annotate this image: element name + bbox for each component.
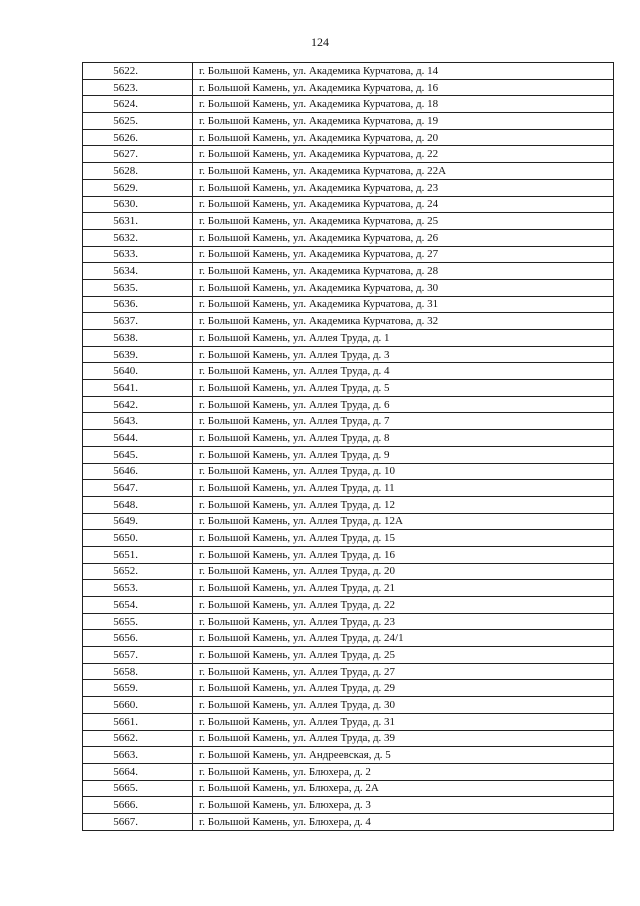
table-row bbox=[83, 330, 614, 347]
row-number: 5652. bbox=[83, 563, 193, 580]
row-number: 5659. bbox=[83, 680, 193, 697]
table-row bbox=[83, 530, 614, 547]
row-address: г. Большой Камень, ул. Андреевская, д. 5 bbox=[193, 747, 614, 764]
row-number: 5643. bbox=[83, 413, 193, 430]
row-address: г. Большой Камень, ул. Аллея Труда, д. 1 bbox=[193, 330, 614, 347]
row-address: г. Большой Камень, ул. Академика Курчатова, д. 32 bbox=[193, 313, 614, 330]
table-row bbox=[83, 296, 614, 313]
row-number: 5627. bbox=[83, 146, 193, 163]
table-row bbox=[83, 279, 614, 296]
row-address: г. Большой Камень, ул. Академика Курчатова, д. 14 bbox=[193, 63, 614, 80]
row-number: 5640. bbox=[83, 363, 193, 380]
row-address: г. Большой Камень, ул. Аллея Труда, д. 5 bbox=[193, 380, 614, 397]
table-row bbox=[83, 246, 614, 263]
table-row bbox=[83, 563, 614, 580]
row-address: г. Большой Камень, ул. Академика Курчатова, д. 19 bbox=[193, 113, 614, 130]
table-row bbox=[83, 396, 614, 413]
row-address: г. Большой Камень, ул. Блюхера, д. 4 bbox=[193, 813, 614, 830]
row-address: г. Большой Камень, ул. Академика Курчатова, д. 16 bbox=[193, 79, 614, 96]
table-row bbox=[83, 463, 614, 480]
row-number: 5638. bbox=[83, 330, 193, 347]
table-row bbox=[83, 747, 614, 764]
row-number: 5629. bbox=[83, 179, 193, 196]
row-address: г. Большой Камень, ул. Аллея Труда, д. 4 bbox=[193, 363, 614, 380]
row-address: г. Большой Камень, ул. Аллея Труда, д. 8 bbox=[193, 430, 614, 447]
row-number: 5625. bbox=[83, 113, 193, 130]
row-number: 5641. bbox=[83, 380, 193, 397]
row-number: 5628. bbox=[83, 163, 193, 180]
row-number: 5666. bbox=[83, 797, 193, 814]
row-number: 5657. bbox=[83, 647, 193, 664]
page-number: 124 bbox=[311, 35, 329, 49]
table-row bbox=[83, 163, 614, 180]
row-address: г. Большой Камень, ул. Аллея Труда, д. 25 bbox=[193, 647, 614, 664]
row-number: 5636. bbox=[83, 296, 193, 313]
table-row bbox=[83, 647, 614, 664]
row-number: 5654. bbox=[83, 597, 193, 614]
row-number: 5634. bbox=[83, 263, 193, 280]
table-row bbox=[83, 597, 614, 614]
row-address: г. Большой Камень, ул. Аллея Труда, д. 39 bbox=[193, 730, 614, 747]
table-row bbox=[83, 63, 614, 80]
row-address: г. Большой Камень, ул. Аллея Труда, д. 22 bbox=[193, 597, 614, 614]
row-address: г. Большой Камень, ул. Академика Курчатова, д. 23 bbox=[193, 179, 614, 196]
table-row bbox=[83, 363, 614, 380]
row-address: г. Большой Камень, ул. Аллея Труда, д. 29 bbox=[193, 680, 614, 697]
table-row bbox=[83, 313, 614, 330]
row-address: г. Большой Камень, ул. Аллея Труда, д. 11 bbox=[193, 480, 614, 497]
table-row bbox=[83, 730, 614, 747]
row-number: 5656. bbox=[83, 630, 193, 647]
row-number: 5623. bbox=[83, 79, 193, 96]
table-row bbox=[83, 546, 614, 563]
row-address: г. Большой Камень, ул. Академика Курчатова, д. 24 bbox=[193, 196, 614, 213]
row-number: 5631. bbox=[83, 213, 193, 230]
row-address: г. Большой Камень, ул. Аллея Труда, д. 24/1 bbox=[193, 630, 614, 647]
row-number: 5626. bbox=[83, 129, 193, 146]
table-row bbox=[83, 380, 614, 397]
row-number: 5637. bbox=[83, 313, 193, 330]
row-number: 5660. bbox=[83, 697, 193, 714]
row-number: 5653. bbox=[83, 580, 193, 597]
row-number: 5662. bbox=[83, 730, 193, 747]
table-row bbox=[83, 697, 614, 714]
row-address: г. Большой Камень, ул. Аллея Труда, д. 9 bbox=[193, 446, 614, 463]
row-address: г. Большой Камень, ул. Академика Курчатова, д. 26 bbox=[193, 229, 614, 246]
row-number: 5635. bbox=[83, 279, 193, 296]
row-address: г. Большой Камень, ул. Аллея Труда, д. 7 bbox=[193, 413, 614, 430]
table-row bbox=[83, 146, 614, 163]
table-row bbox=[83, 613, 614, 630]
row-address: г. Большой Камень, ул. Аллея Труда, д. 3 bbox=[193, 346, 614, 363]
row-address: г. Большой Камень, ул. Аллея Труда, д. 27 bbox=[193, 663, 614, 680]
row-number: 5663. bbox=[83, 747, 193, 764]
table-row bbox=[83, 480, 614, 497]
row-address: г. Большой Камень, ул. Аллея Труда, д. 10 bbox=[193, 463, 614, 480]
row-address: г. Большой Камень, ул. Академика Курчатова, д. 25 bbox=[193, 213, 614, 230]
row-address: г. Большой Камень, ул. Академика Курчатова, д. 31 bbox=[193, 296, 614, 313]
row-address: г. Большой Камень, ул. Аллея Труда, д. 20 bbox=[193, 563, 614, 580]
row-number: 5661. bbox=[83, 713, 193, 730]
table-row bbox=[83, 129, 614, 146]
row-number: 5624. bbox=[83, 96, 193, 113]
table-row bbox=[83, 229, 614, 246]
address-table bbox=[82, 62, 614, 831]
table-row bbox=[83, 713, 614, 730]
table-row bbox=[83, 263, 614, 280]
row-address: г. Большой Камень, ул. Академика Курчатова, д. 22 bbox=[193, 146, 614, 163]
row-address: г. Большой Камень, ул. Блюхера, д. 2А bbox=[193, 780, 614, 797]
row-number: 5664. bbox=[83, 763, 193, 780]
row-number: 5648. bbox=[83, 496, 193, 513]
row-address: г. Большой Камень, ул. Академика Курчатова, д. 18 bbox=[193, 96, 614, 113]
row-number: 5632. bbox=[83, 229, 193, 246]
table-row bbox=[83, 513, 614, 530]
row-number: 5645. bbox=[83, 446, 193, 463]
row-address: г. Большой Камень, ул. Блюхера, д. 3 bbox=[193, 797, 614, 814]
table-row bbox=[83, 780, 614, 797]
table-row bbox=[83, 680, 614, 697]
row-number: 5649. bbox=[83, 513, 193, 530]
row-address: г. Большой Камень, ул. Академика Курчатова, д. 28 bbox=[193, 263, 614, 280]
row-number: 5633. bbox=[83, 246, 193, 263]
row-number: 5630. bbox=[83, 196, 193, 213]
table-row bbox=[83, 813, 614, 830]
table-row bbox=[83, 79, 614, 96]
table-row bbox=[83, 446, 614, 463]
row-address: г. Большой Камень, ул. Аллея Труда, д. 12А bbox=[193, 513, 614, 530]
row-number: 5644. bbox=[83, 430, 193, 447]
row-number: 5665. bbox=[83, 780, 193, 797]
row-number: 5655. bbox=[83, 613, 193, 630]
row-address: г. Большой Камень, ул. Аллея Труда, д. 31 bbox=[193, 713, 614, 730]
table-row bbox=[83, 196, 614, 213]
table-row bbox=[83, 346, 614, 363]
row-address: г. Большой Камень, ул. Академика Курчатова, д. 27 bbox=[193, 246, 614, 263]
row-number: 5647. bbox=[83, 480, 193, 497]
row-number: 5639. bbox=[83, 346, 193, 363]
row-address: г. Большой Камень, ул. Аллея Труда, д. 23 bbox=[193, 613, 614, 630]
table-row bbox=[83, 663, 614, 680]
row-address: г. Большой Камень, ул. Аллея Труда, д. 30 bbox=[193, 697, 614, 714]
row-number: 5642. bbox=[83, 396, 193, 413]
row-address: г. Большой Камень, ул. Академика Курчатова, д. 20 bbox=[193, 129, 614, 146]
row-number: 5650. bbox=[83, 530, 193, 547]
table-row bbox=[83, 213, 614, 230]
table-row bbox=[83, 580, 614, 597]
row-address: г. Большой Камень, ул. Аллея Труда, д. 6 bbox=[193, 396, 614, 413]
table-row bbox=[83, 96, 614, 113]
row-number: 5651. bbox=[83, 546, 193, 563]
table-row bbox=[83, 797, 614, 814]
table-row bbox=[83, 430, 614, 447]
table-row bbox=[83, 630, 614, 647]
address-table-body bbox=[83, 63, 614, 831]
table-row bbox=[83, 763, 614, 780]
row-number: 5667. bbox=[83, 813, 193, 830]
row-address: г. Большой Камень, ул. Аллея Труда, д. 16 bbox=[193, 546, 614, 563]
row-address: г. Большой Камень, ул. Блюхера, д. 2 bbox=[193, 763, 614, 780]
table-row bbox=[83, 179, 614, 196]
table-row bbox=[83, 496, 614, 513]
row-address: г. Большой Камень, ул. Аллея Труда, д. 21 bbox=[193, 580, 614, 597]
row-number: 5646. bbox=[83, 463, 193, 480]
table-row bbox=[83, 113, 614, 130]
row-address: г. Большой Камень, ул. Академика Курчатова, д. 22А bbox=[193, 163, 614, 180]
row-number: 5658. bbox=[83, 663, 193, 680]
row-address: г. Большой Камень, ул. Академика Курчатова, д. 30 bbox=[193, 279, 614, 296]
row-address: г. Большой Камень, ул. Аллея Труда, д. 15 bbox=[193, 530, 614, 547]
row-address: г. Большой Камень, ул. Аллея Труда, д. 12 bbox=[193, 496, 614, 513]
table-row bbox=[83, 413, 614, 430]
row-number: 5622. bbox=[83, 63, 193, 80]
